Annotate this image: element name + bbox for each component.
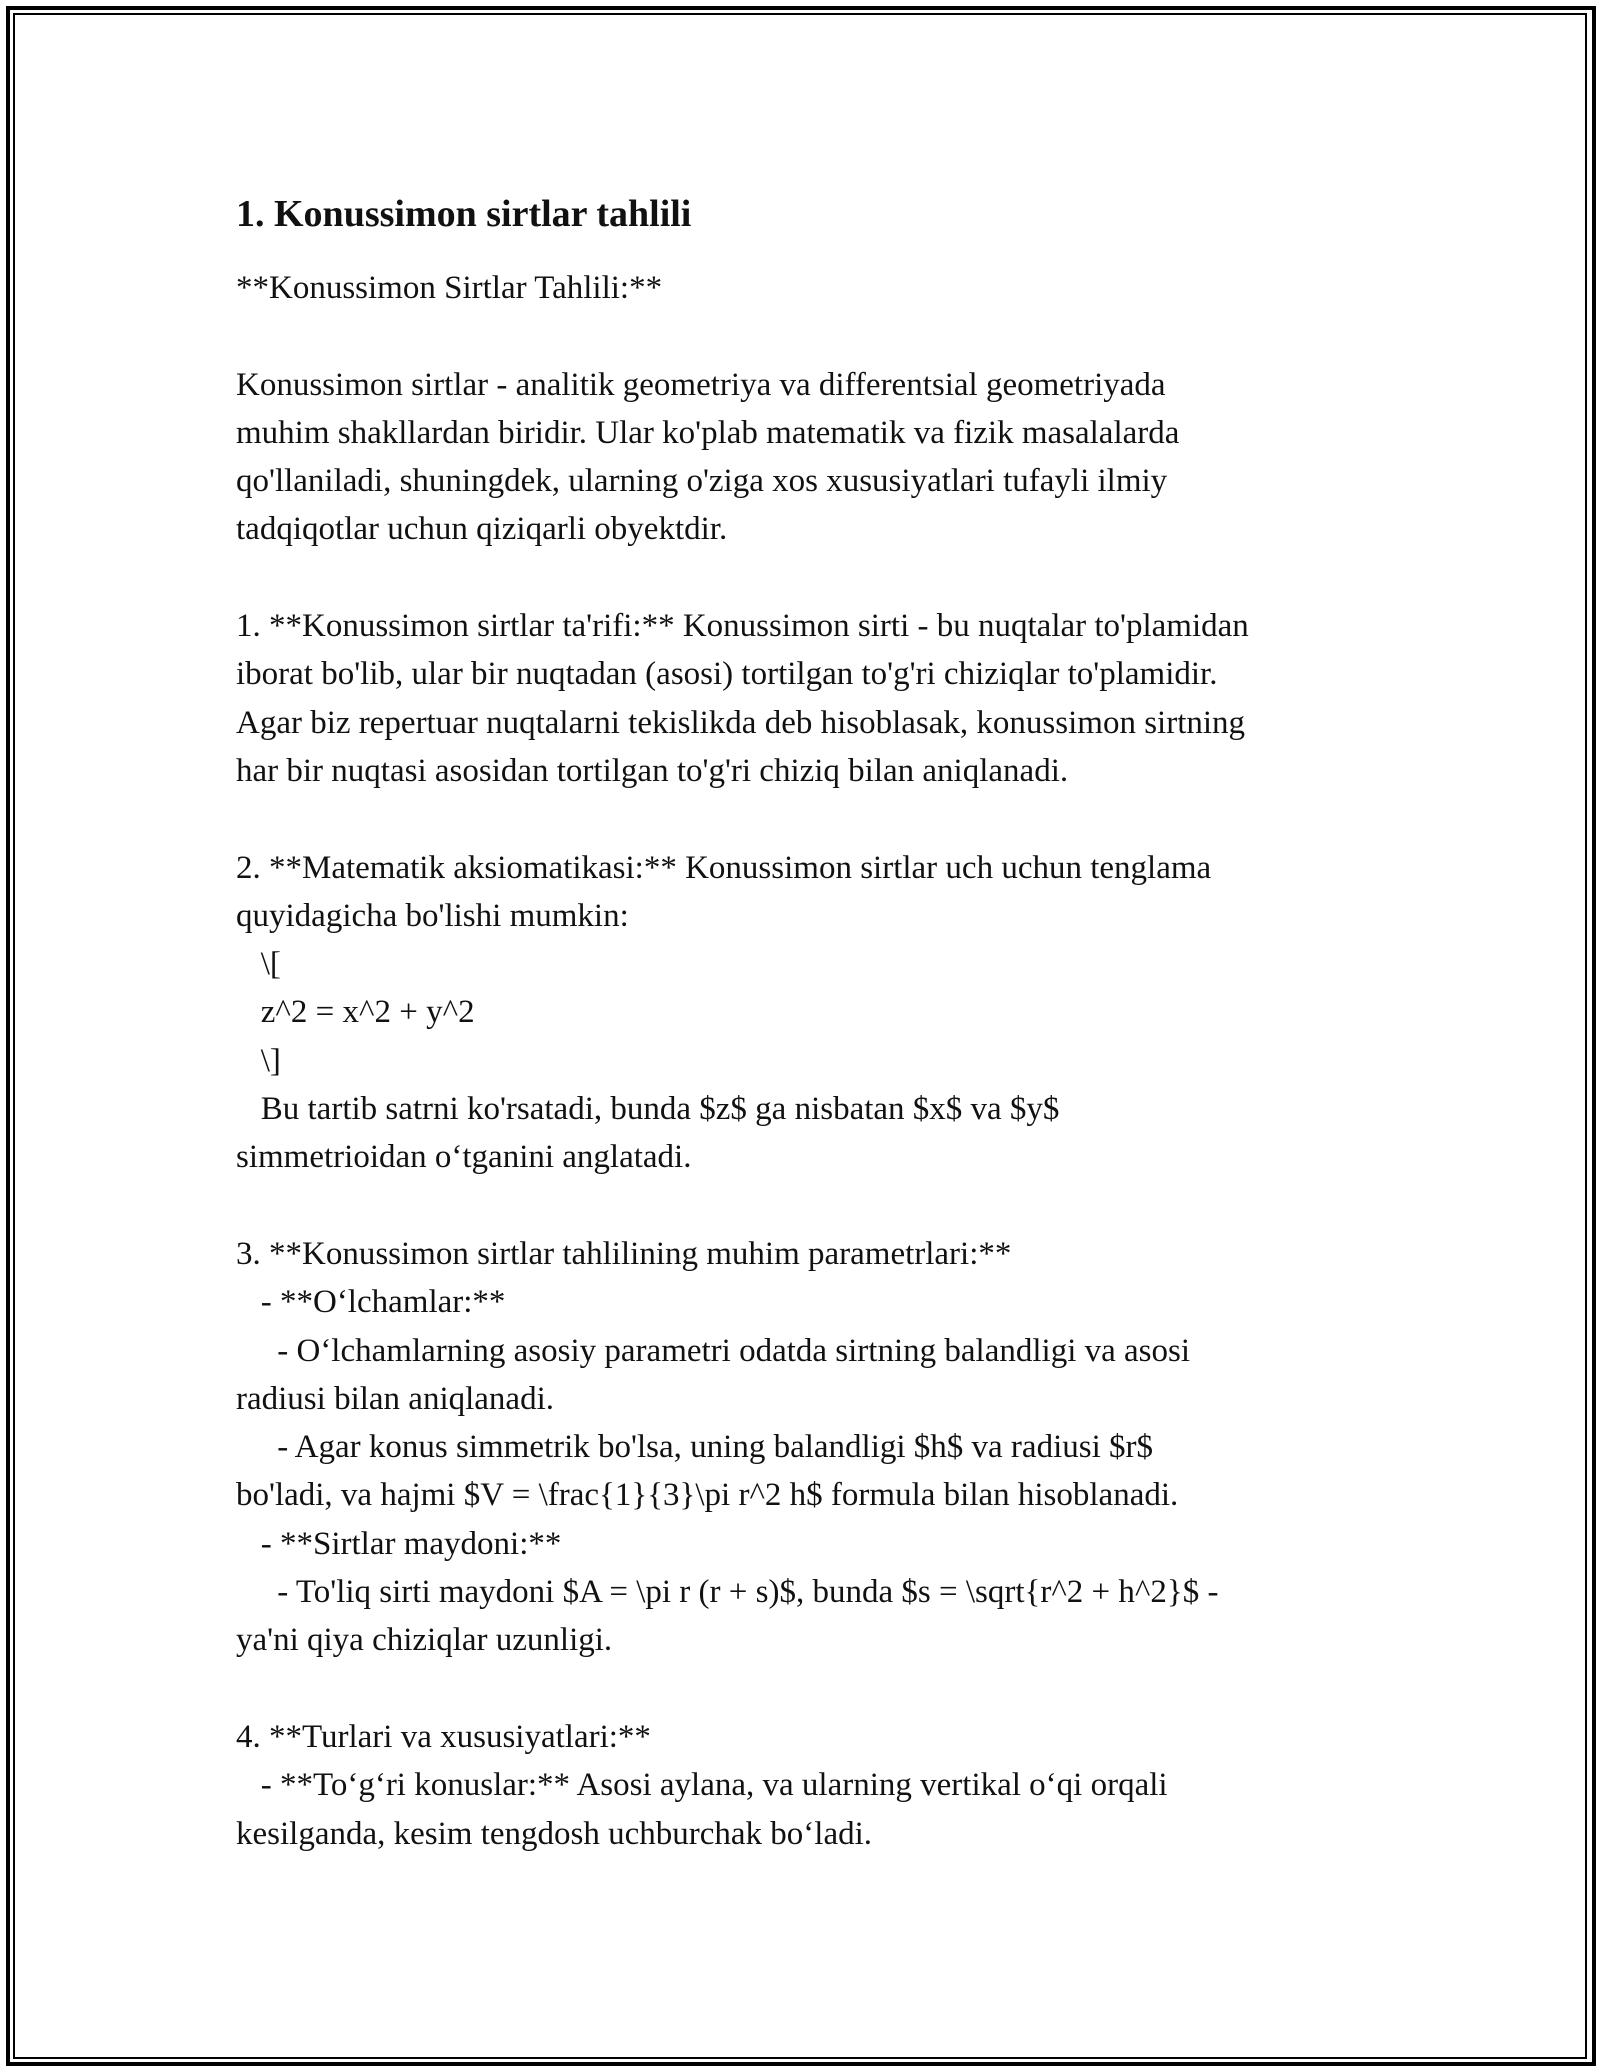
text-line: \] bbox=[236, 1042, 281, 1079]
document-heading: 1. Konussimon sirtlar tahlili bbox=[236, 193, 692, 235]
text-line: Agar biz repertuar nuqtalarni tekislikda deb hisoblasak, konussimon sirtning bbox=[236, 704, 1246, 741]
text-line: - **Sirtlar maydoni:** bbox=[236, 1525, 562, 1562]
text-line: - Agar konus simmetrik bo'lsa, uning balandligi $h$ va radiusi $r$ bbox=[236, 1429, 1153, 1466]
text-line: 2. **Matematik aksiomatikasi:** Konussimon sirtlar uch uchun tenglama bbox=[236, 849, 1212, 886]
text-line: - **To‘g‘ri konuslar:** Asosi aylana, va ularning vertikal o‘qi orqali bbox=[236, 1767, 1168, 1804]
text-line: 1. **Konussimon sirtlar ta'rifi:** Konussimon sirti - bu nuqtalar to'plamidan bbox=[236, 608, 1249, 645]
text-line: 3. **Konussimon sirtlar tahlilining muhim parametrlari:** bbox=[236, 1235, 1012, 1272]
document-body bbox=[236, 188, 1376, 1858]
text-line: har bir nuqtasi asosidan tortilgan to'g'ri chiziq bilan aniqlanadi. bbox=[236, 752, 1069, 789]
text-line: - O‘lchamlarning asosiy parametri odatda sirtning balandligi va asosi bbox=[236, 1332, 1191, 1369]
text-line: - **O‘lchamlar:** bbox=[236, 1284, 506, 1321]
text-line: kesilganda, kesim tengdosh uchburchak bo‘ladi. bbox=[236, 1815, 873, 1852]
text-line bbox=[236, 1665, 1376, 1713]
text-line: z^2 = x^2 + y^2 bbox=[236, 994, 475, 1031]
text-line: Bu tartib satrni ko'rsatadi, bunda $z$ ga nisbatan $x$ va $y$ bbox=[236, 1091, 1060, 1128]
text-line bbox=[236, 1182, 1376, 1230]
text-line: Konussimon sirtlar - analitik geometriya va differentsial geometriyada bbox=[236, 366, 1166, 403]
text-line: qo'llaniladi, shuningdek, ularning o'ziga xos xususiyatlari tufayli ilmiy bbox=[236, 463, 1168, 500]
text-line: tadqiqotlar uchun qiziqarli obyektdir. bbox=[236, 511, 728, 548]
text-line: bo'ladi, va hajmi $V = \frac{1}{3}\pi r^2 h$ formula bilan hisoblanadi. bbox=[236, 1477, 1179, 1514]
text-line: quyidagicha bo'lishi mumkin: bbox=[236, 897, 629, 934]
text-line: ya'ni qiya chiziqlar uzunligi. bbox=[236, 1622, 613, 1659]
text-line: - To'liq sirti maydoni $A = \pi r (r + s)$, bunda $s = \sqrt{r^2 + h^2}$ - bbox=[236, 1574, 1219, 1611]
document-text bbox=[236, 264, 1376, 1858]
text-line: muhim shakllardan biridir. Ular ko'plab matematik va fizik masalalarda bbox=[236, 414, 1180, 451]
text-line: \[ bbox=[236, 946, 281, 983]
text-line: **Konussimon Sirtlar Tahlili:** bbox=[236, 270, 663, 306]
text-line: 4. **Turlari va xususiyatlari:** bbox=[236, 1718, 651, 1755]
text-line: radiusi bilan aniqlanadi. bbox=[236, 1380, 554, 1417]
text-line: iborat bo'lib, ular bir nuqtadan (asosi) tortilgan to'g'ri chiziqlar to'plamidir. bbox=[236, 656, 1218, 693]
text-line bbox=[236, 795, 1376, 843]
text-line bbox=[236, 554, 1376, 602]
text-line: simmetrioidan o‘tganini anglatadi. bbox=[236, 1139, 692, 1176]
text-line bbox=[236, 312, 1376, 360]
